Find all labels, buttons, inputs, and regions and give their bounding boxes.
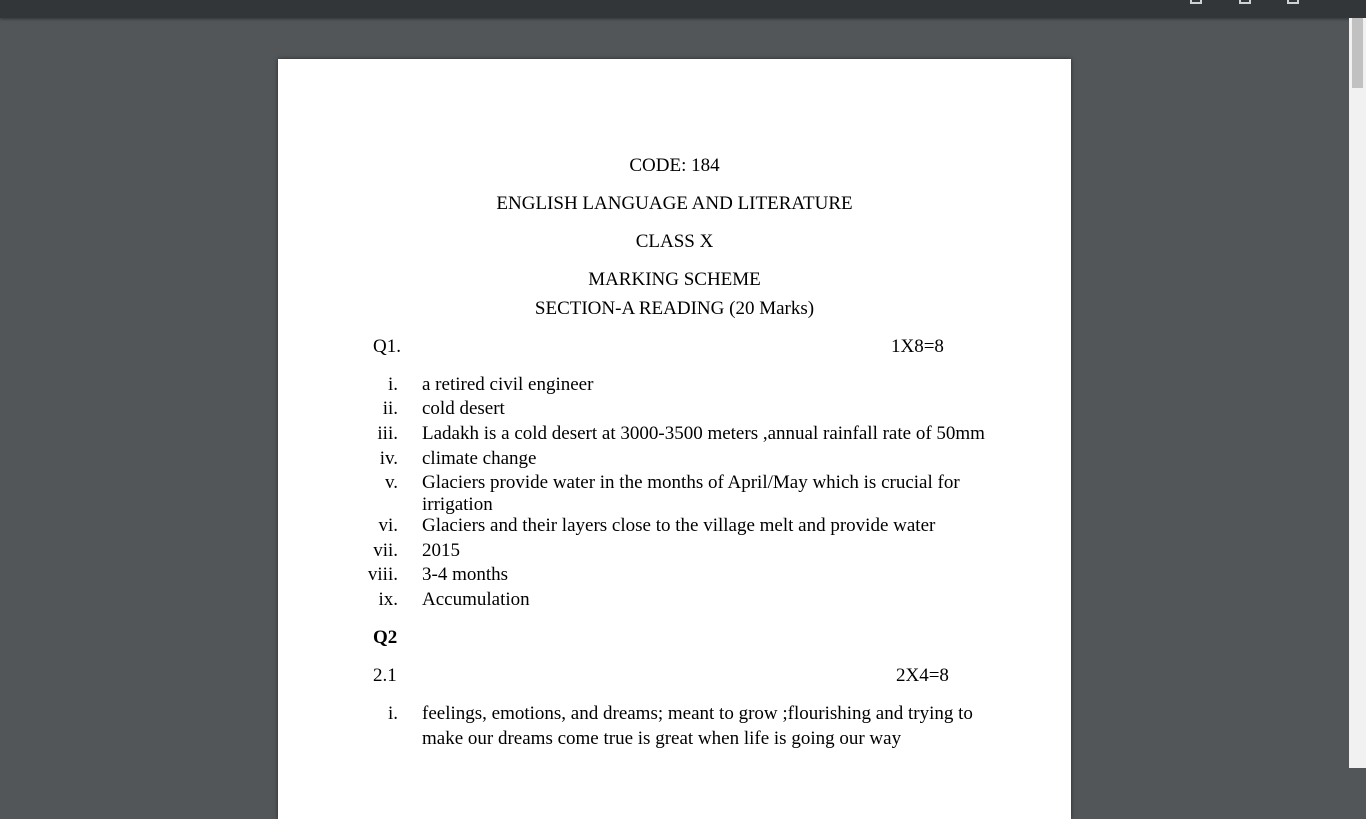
doc-section-title: SECTION-A READING (20 Marks) xyxy=(534,298,815,319)
doc-subject: ENGLISH LANGUAGE AND LITERATURE xyxy=(496,193,853,214)
scrollbar-thumb[interactable] xyxy=(1352,18,1363,88)
answer-number: viii. xyxy=(367,564,398,585)
vertical-scrollbar[interactable] xyxy=(1349,18,1366,768)
answer-text: Accumulation xyxy=(422,589,530,610)
answer-text: 2015 xyxy=(422,540,460,561)
doc-class: CLASS X xyxy=(635,231,714,252)
pdf-viewer-toolbar xyxy=(0,0,1366,18)
answer-text: cold desert xyxy=(422,398,505,419)
download-icon[interactable] xyxy=(1239,0,1251,4)
doc-scheme-title: MARKING SCHEME xyxy=(588,269,761,290)
answer-text: Glaciers provide water in the months of April/May which is crucial for xyxy=(422,472,960,493)
q1-label: Q1. xyxy=(373,336,401,357)
pdf-page xyxy=(278,59,1071,819)
answer-text: Ladakh is a cold desert at 3000-3500 meters ,annual rainfall rate of 50mm xyxy=(422,423,985,444)
answer-text-continued: irrigation xyxy=(422,494,493,515)
answer-text: feelings, emotions, and dreams; meant to grow ;flourishing and trying to xyxy=(422,703,973,724)
q2-marks: 2X4=8 xyxy=(896,665,949,686)
answer-number: ii. xyxy=(382,398,398,419)
q2-sub-label: 2.1 xyxy=(373,665,397,686)
doc-code: CODE: 184 xyxy=(629,155,720,176)
answer-number: i. xyxy=(387,374,398,395)
q1-marks: 1X8=8 xyxy=(891,336,944,357)
answer-text-continued: make our dreams come true is great when life is going our way xyxy=(422,728,902,749)
answer-number: ix. xyxy=(378,589,398,610)
answer-number: iv. xyxy=(379,448,398,469)
answer-number: iii. xyxy=(377,423,398,444)
fit-page-icon[interactable] xyxy=(1190,0,1202,4)
answer-text: Glaciers and their layers close to the village melt and provide water xyxy=(422,515,936,536)
answer-number: vi. xyxy=(378,515,398,536)
answer-text: a retired civil engineer xyxy=(422,374,594,395)
print-icon[interactable] xyxy=(1287,0,1299,4)
answer-text: climate change xyxy=(422,448,537,469)
answer-number: i. xyxy=(387,703,398,724)
q2-label: Q2 xyxy=(373,627,398,648)
answer-number: v. xyxy=(384,472,398,493)
answer-number: vii. xyxy=(373,540,398,561)
answer-text: 3-4 months xyxy=(422,564,509,585)
